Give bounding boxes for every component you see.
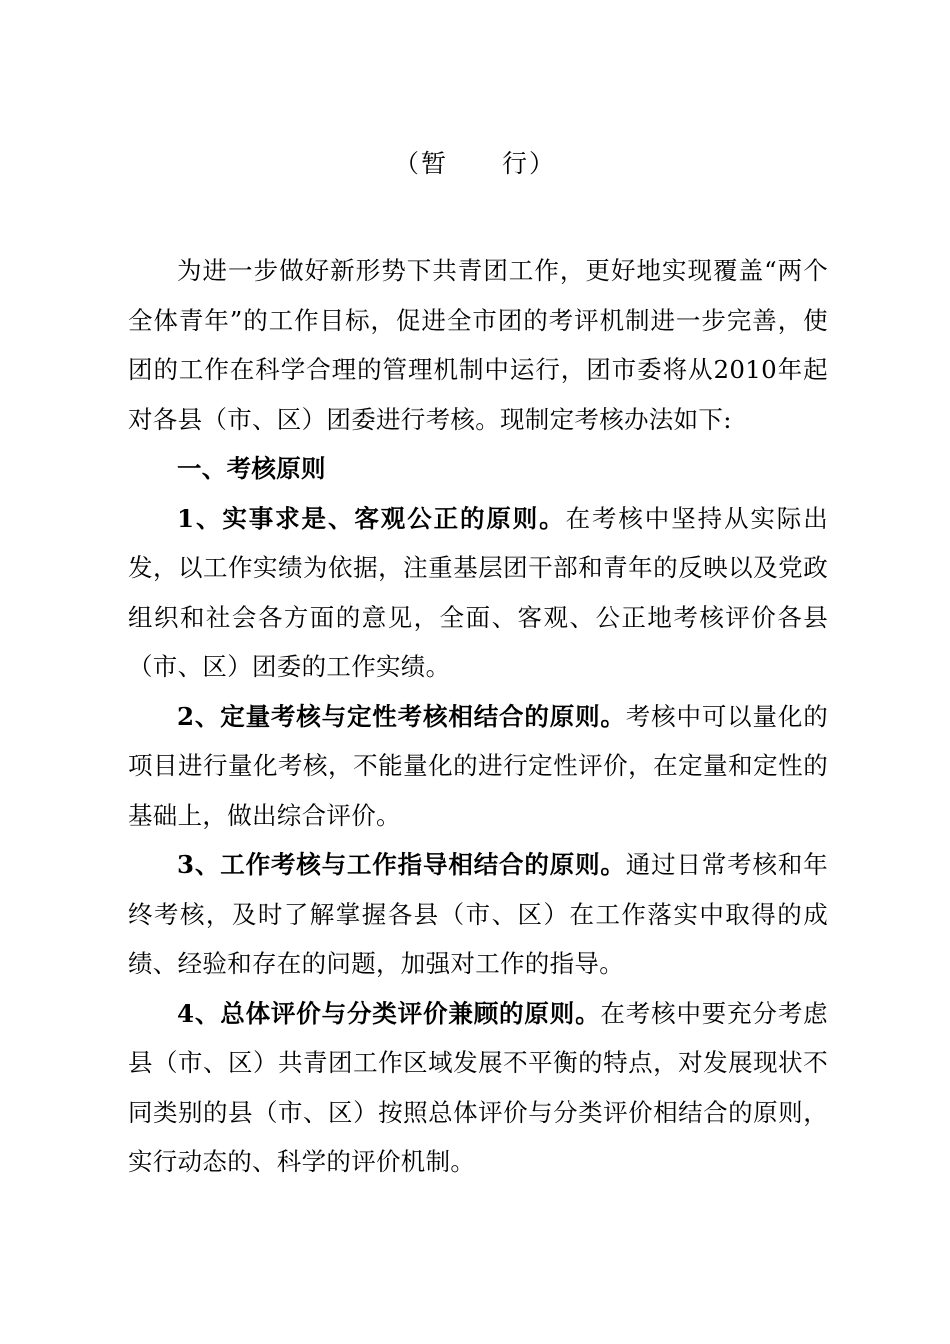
principle-text: 通过日常考核和年终考核，及时了解掌握各县（市、区）在工作落实中取得的成绩、经验和存在的问题，加强对工作的指导。 [128, 850, 828, 978]
principle-text: 在考核中坚持从实际出发，以工作实绩为依据，注重基层团干部和青年的反映以及党政组织和社会各方面的意见，全面、客观、公正地考核评价各县（市、区）团委的工作实绩。 [128, 503, 829, 681]
principle-paragraph-3 [128, 840, 828, 989]
principle-lead: 2、定量考核与定性考核相结合的原则。 [177, 701, 626, 731]
principle-lead: 4、总体评价与分类评价兼顾的原则。 [177, 998, 601, 1028]
principle-paragraph-2 [128, 692, 828, 841]
document-subtitle: （暂 行） [393, 149, 556, 178]
section-heading: 一、考核原则 [177, 454, 326, 483]
principle-lead: 3、工作考核与工作指导相结合的原则。 [177, 850, 626, 879]
intro-paragraph: 为进一步做好新形势下共青团工作，更好地实现覆盖“两个全体青年”的工作目标，促进全市团的考评机制进一步完善，使团的工作在科学合理的管理机制中运行，团市委将从2010年起对各县（市、区）团委进行考核。现制定考核办法如下: [128, 256, 828, 434]
principle-paragraph-1 [128, 494, 828, 692]
document-body [128, 246, 828, 1187]
principle-paragraph-4 [128, 989, 828, 1187]
principle-lead: 1、实事求是、客观公正的原则。 [177, 503, 566, 533]
principle-text: 考核中可以量化的项目进行量化考核，不能量化的进行定性评价，在定量和定性的基础上，做出综合评价。 [128, 701, 828, 830]
principle-text: 在考核中要充分考虑县（市、区）共青团工作区域发展不平衡的特点，对发展现状不同类别的县（市、区）按照总体评价与分类评价相结合的原则，实行动态的、科学的评价机制。 [128, 998, 828, 1176]
